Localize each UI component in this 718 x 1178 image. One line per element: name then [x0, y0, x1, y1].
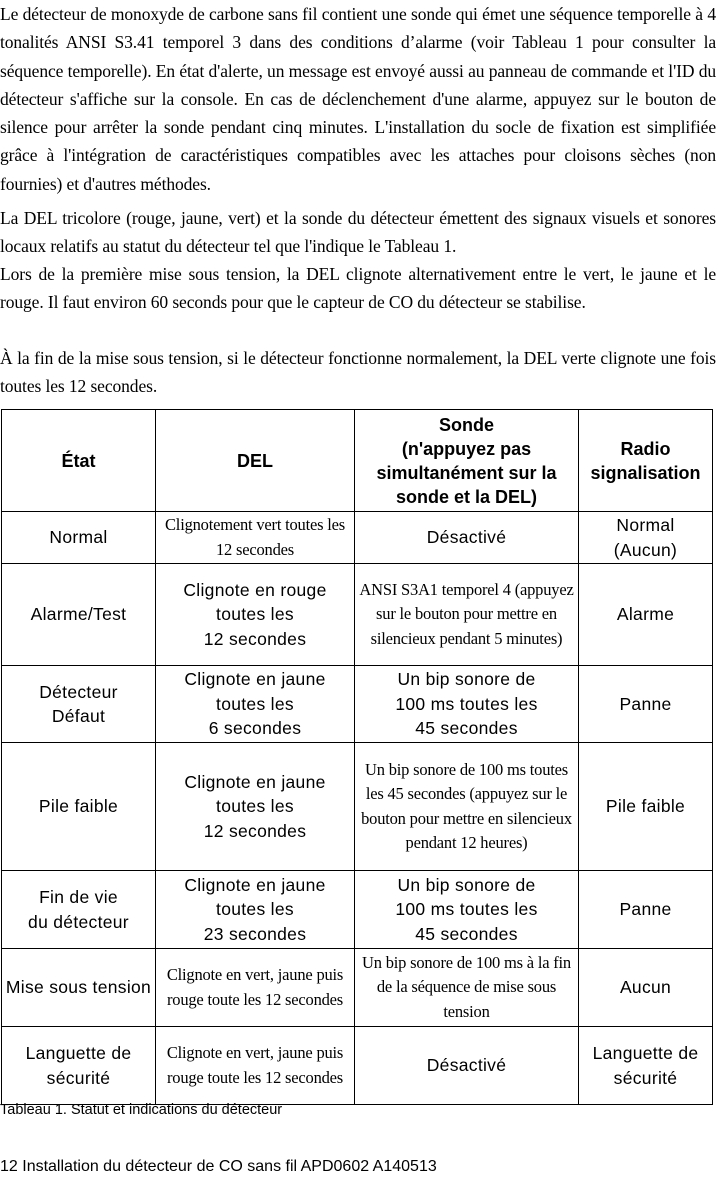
- cell-radio: Alarme: [579, 564, 713, 666]
- led-paragraph: La DEL tricolore (rouge, jaune, vert) et la sonde du détecteur émettent des signaux visuels et sonores locaux relatifs au statut du détecteur tel que l'indique le Tableau 1.: [0, 208, 716, 257]
- table-row: [2, 871, 713, 949]
- cell-radio: Pile faible: [579, 743, 713, 871]
- table-row: [2, 666, 713, 743]
- cell-radio: Languette de sécurité: [579, 1027, 713, 1105]
- cell-led: Clignote en jaune toutes les 23 secondes: [156, 871, 355, 949]
- header-radio: Radio signalisation: [579, 410, 713, 512]
- cell-led: Clignotement vert toutes les 12 secondes: [156, 512, 355, 564]
- cell-radio: Aucun: [579, 949, 713, 1027]
- table-row: [2, 1027, 713, 1105]
- cell-state: Mise sous tension: [2, 949, 156, 1027]
- cell-radio: Panne: [579, 871, 713, 949]
- cell-sounder: ANSI S3A1 temporel 4 (appuyez sur le bouton pour mettre en silencieux pendant 5 minutes): [355, 564, 579, 666]
- cell-radio: Normal (Aucun): [579, 512, 713, 564]
- cell-sounder: Un bip sonore de 100 ms toutes les 45 secondes: [355, 666, 579, 743]
- cell-state: Fin de vie du détecteur: [2, 871, 156, 949]
- table-row: [2, 564, 713, 666]
- header-state: État: [2, 410, 156, 512]
- cell-sounder: Un bip sonore de 100 ms toutes les 45 secondes (appuyez sur le bouton pour mettre en silencieux pendant 12 heures): [355, 743, 579, 871]
- cell-state: Pile faible: [2, 743, 156, 871]
- table-row: [2, 512, 713, 564]
- power-up-paragraph: Lors de la première mise sous tension, la DEL clignote alternativement entre le vert, le jaune et le rouge. Il faut environ 60 seconds pour que le capteur de CO du détecteur se stabilise.: [0, 264, 716, 313]
- table-row: [2, 949, 713, 1027]
- header-sounder: Sonde (n'appuyez pas simultanément sur la sonde et la DEL): [355, 410, 579, 512]
- cell-sounder: Désactivé: [355, 512, 579, 564]
- normal-operation-paragraph: À la fin de la mise sous tension, si le détecteur fonctionne normalement, la DEL verte clignote une fois toutes les 12 secondes.: [0, 348, 716, 397]
- cell-led: Clignote en vert, jaune puis rouge toute les 12 secondes: [156, 949, 355, 1027]
- table-header-row: [2, 410, 713, 512]
- header-led: DEL: [156, 410, 355, 512]
- cell-led: Clignote en vert, jaune puis rouge toute les 12 secondes: [156, 1027, 355, 1105]
- intro-paragraph: Le détecteur de monoxyde de carbone sans fil contient une sonde qui émet une séquence temporelle à 4 tonalités ANSI S3.41 temporel 3 dans des conditions d’alarme (voir Tableau 1 pour consulter la séquence temporelle). En état d'alerte, un message est envoyé aussi au panneau de commande et l'ID du détecteur s'affiche sur la console. En cas de déclenchement d'une alarme, appuyez sur le bouton de silence pour arrêter la sonde pendant cinq minutes. L'installation du socle de fixation est simplifiée grâce à l'intégration de caractéristiques compatibles avec les attaches pour cloisons sèches (non fournies) et d'autres méthodes.: [0, 4, 716, 194]
- table-row: [2, 743, 713, 871]
- cell-led: Clignote en jaune toutes les 6 secondes: [156, 666, 355, 743]
- cell-state: Languette de sécurité: [2, 1027, 156, 1105]
- cell-sounder: Désactivé: [355, 1027, 579, 1105]
- cell-state: Détecteur Défaut: [2, 666, 156, 743]
- page-footer: 12 Installation du détecteur de CO sans fil APD0602 A140513: [0, 1158, 437, 1175]
- cell-state: Alarme/Test: [2, 564, 156, 666]
- cell-led: Clignote en rouge toutes les 12 secondes: [156, 564, 355, 666]
- cell-state: Normal: [2, 512, 156, 564]
- cell-sounder: Un bip sonore de 100 ms à la fin de la séquence de mise sous tension: [355, 949, 579, 1027]
- table-caption: Tableau 1. Statut et indications du détecteur: [0, 1102, 283, 1118]
- cell-radio: Panne: [579, 666, 713, 743]
- cell-led: Clignote en jaune toutes les 12 secondes: [156, 743, 355, 871]
- status-table: [1, 409, 713, 1105]
- cell-sounder: Un bip sonore de 100 ms toutes les 45 secondes: [355, 871, 579, 949]
